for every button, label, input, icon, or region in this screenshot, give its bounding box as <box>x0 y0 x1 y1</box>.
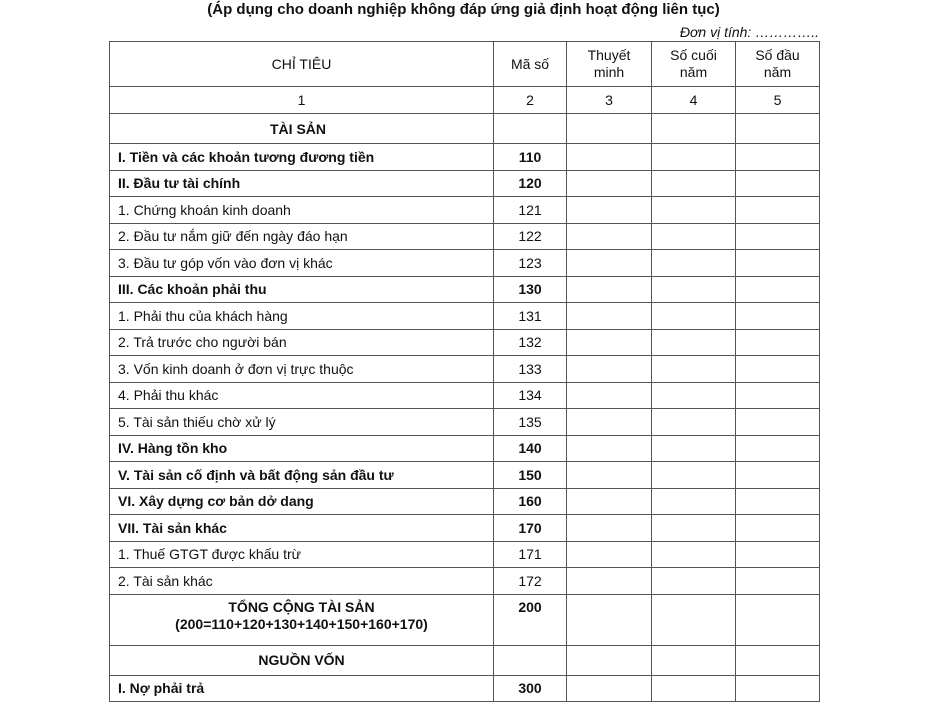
table-row <box>110 223 820 250</box>
header-chi-tieu: CHỈ TIÊU <box>110 42 494 87</box>
header-text: Số đầu <box>755 47 800 63</box>
cell-end-year <box>652 170 736 197</box>
cell-note <box>567 488 652 515</box>
table-row <box>110 356 820 383</box>
cell-note <box>567 276 652 303</box>
section-row-sources <box>110 645 820 675</box>
row-code: 300 <box>494 675 567 702</box>
table-row <box>110 276 820 303</box>
row-code: 171 <box>494 541 567 568</box>
row-code: 110 <box>494 144 567 171</box>
row-code: 150 <box>494 462 567 489</box>
col-num: 3 <box>567 87 652 114</box>
header-text: Số cuối <box>670 47 717 63</box>
row-code: 131 <box>494 303 567 330</box>
cell-end-year <box>652 515 736 542</box>
row-label: 4. Phải thu khác <box>110 382 494 409</box>
header-text: Thuyết <box>587 47 631 63</box>
row-label: I. Nợ phải trả <box>110 675 494 702</box>
cell-end-year <box>652 462 736 489</box>
row-code: 170 <box>494 515 567 542</box>
col-num: 5 <box>736 87 820 114</box>
cell-end-year <box>652 144 736 171</box>
section-title: TÀI SẢN <box>110 114 494 144</box>
cell-start-year <box>736 541 820 568</box>
total-code: 200 <box>494 594 567 645</box>
cell-start-year <box>736 382 820 409</box>
table-row <box>110 250 820 277</box>
cell-end-year <box>652 197 736 224</box>
cell-start-year <box>736 356 820 383</box>
row-code: 132 <box>494 329 567 356</box>
table-row <box>110 303 820 330</box>
row-code: 122 <box>494 223 567 250</box>
row-code: 133 <box>494 356 567 383</box>
row-label: 3. Vốn kinh doanh ở đơn vị trực thuộc <box>110 356 494 383</box>
cell-note <box>567 409 652 436</box>
row-label: IV. Hàng tồn kho <box>110 435 494 462</box>
row-label: I. Tiền và các khoản tương đương tiền <box>110 144 494 171</box>
row-label: VI. Xây dựng cơ bản dở dang <box>110 488 494 515</box>
cell-note <box>567 462 652 489</box>
cell-end-year <box>652 303 736 330</box>
cell-note <box>567 170 652 197</box>
cell-note <box>567 382 652 409</box>
header-row <box>110 42 820 87</box>
cell-start-year <box>736 223 820 250</box>
total-formula: (200=110+120+130+140+150+160+170) <box>175 615 428 632</box>
header-thuyet-minh <box>567 42 652 87</box>
cell-start-year <box>736 329 820 356</box>
column-number-row <box>110 87 820 114</box>
cell-start-year <box>736 303 820 330</box>
row-label: 1. Thuế GTGT được khấu trừ <box>110 541 494 568</box>
table-row <box>110 568 820 595</box>
cell-start-year <box>736 409 820 436</box>
row-code: 134 <box>494 382 567 409</box>
row-label: V. Tài sản cố định và bất động sản đầu tư <box>110 462 494 489</box>
section-title: NGUỒN VỐN <box>110 645 494 675</box>
table-row <box>110 675 820 702</box>
table-row <box>110 488 820 515</box>
cell-note <box>567 329 652 356</box>
header-ma-so: Mã số <box>494 42 567 87</box>
row-code: 172 <box>494 568 567 595</box>
cell-note <box>567 515 652 542</box>
cell-start-year <box>736 435 820 462</box>
table-row <box>110 382 820 409</box>
row-label: 2. Trả trước cho người bán <box>110 329 494 356</box>
total-row <box>110 594 820 645</box>
cell-end-year <box>652 435 736 462</box>
row-code: 135 <box>494 409 567 436</box>
table-row <box>110 462 820 489</box>
cell-note <box>567 541 652 568</box>
table-row <box>110 144 820 171</box>
cell-note <box>567 144 652 171</box>
row-label: 1. Phải thu của khách hàng <box>110 303 494 330</box>
cell-note <box>567 356 652 383</box>
cell-end-year <box>652 329 736 356</box>
header-text: minh <box>593 64 625 80</box>
cell-end-year <box>652 382 736 409</box>
cell-end-year <box>652 250 736 277</box>
cell-start-year <box>736 515 820 542</box>
table-row <box>110 515 820 542</box>
row-code: 140 <box>494 435 567 462</box>
cell-start-year <box>736 462 820 489</box>
table-row <box>110 170 820 197</box>
cell-note <box>567 250 652 277</box>
cell-end-year <box>652 541 736 568</box>
cell-end-year <box>652 356 736 383</box>
cell-end-year <box>652 276 736 303</box>
row-label: 1. Chứng khoán kinh doanh <box>110 197 494 224</box>
document-subtitle: (Áp dụng cho doanh nghiệp không đáp ứng giả định hoạt động liên tục) <box>207 1 720 18</box>
row-code: 160 <box>494 488 567 515</box>
header-so-dau-nam <box>736 42 820 87</box>
cell-start-year <box>736 170 820 197</box>
row-label: 3. Đầu tư góp vốn vào đơn vị khác <box>110 250 494 277</box>
balance-sheet-table <box>109 41 820 702</box>
cell-note <box>567 223 652 250</box>
row-label: III. Các khoản phải thu <box>110 276 494 303</box>
cell-start-year <box>736 488 820 515</box>
table-row <box>110 409 820 436</box>
row-code: 121 <box>494 197 567 224</box>
cell-note <box>567 303 652 330</box>
cell-start-year <box>736 568 820 595</box>
row-code: 130 <box>494 276 567 303</box>
table-row <box>110 541 820 568</box>
cell-start-year <box>736 250 820 277</box>
cell-start-year <box>736 276 820 303</box>
row-label: VII. Tài sản khác <box>110 515 494 542</box>
row-code: 120 <box>494 170 567 197</box>
total-label <box>110 594 494 645</box>
section-row-assets <box>110 114 820 144</box>
row-label: 2. Tài sản khác <box>110 568 494 595</box>
row-label: 5. Tài sản thiếu chờ xử lý <box>110 409 494 436</box>
col-num: 4 <box>652 87 736 114</box>
header-text: năm <box>679 64 708 80</box>
cell-end-year <box>652 409 736 436</box>
row-code: 123 <box>494 250 567 277</box>
cell-note <box>567 435 652 462</box>
header-so-cuoi-nam <box>652 42 736 87</box>
cell-end-year <box>652 223 736 250</box>
header-text: năm <box>763 64 792 80</box>
cell-start-year <box>736 144 820 171</box>
unit-label: Đơn vị tính: ………….. <box>679 24 819 40</box>
cell-note <box>567 197 652 224</box>
cell-end-year <box>652 488 736 515</box>
row-label: II. Đầu tư tài chính <box>110 170 494 197</box>
cell-note <box>567 568 652 595</box>
cell-start-year <box>736 197 820 224</box>
cell-end-year <box>652 568 736 595</box>
total-title: TỔNG CỘNG TÀI SẢN <box>228 598 375 615</box>
table-row <box>110 329 820 356</box>
row-label: 2. Đầu tư nắm giữ đến ngày đáo hạn <box>110 223 494 250</box>
col-num: 2 <box>494 87 567 114</box>
table-row <box>110 197 820 224</box>
col-num: 1 <box>110 87 494 114</box>
table-row <box>110 435 820 462</box>
